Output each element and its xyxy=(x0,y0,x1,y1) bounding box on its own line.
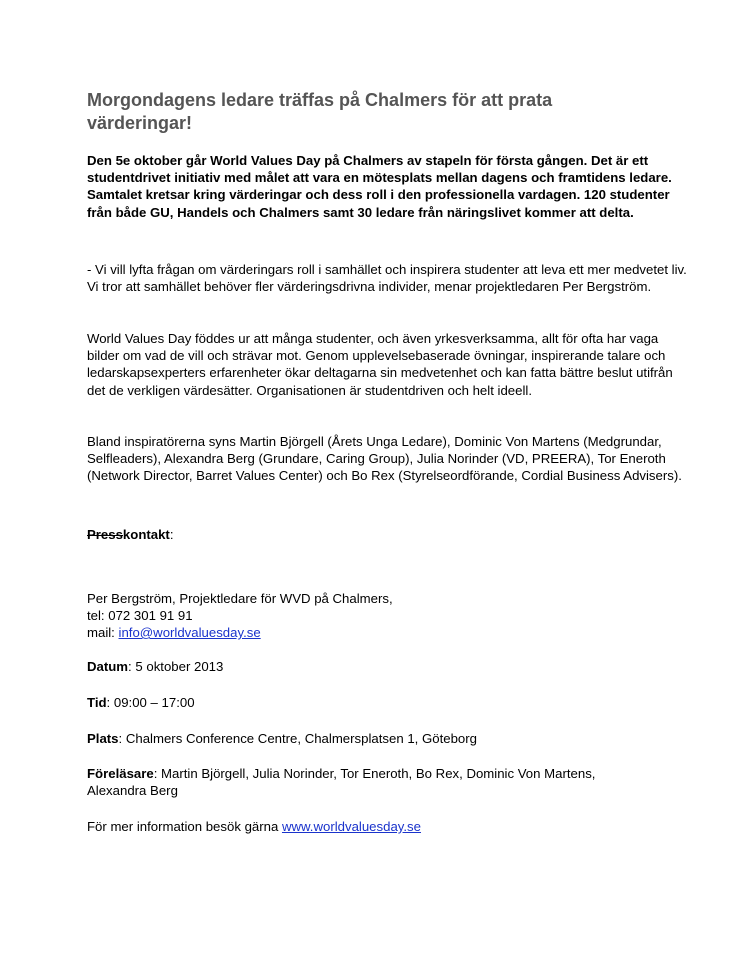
place-label: Plats xyxy=(87,731,119,746)
place-value: : Chalmers Conference Centre, Chalmersplatsen 1, Göteborg xyxy=(118,731,477,746)
footer-info xyxy=(87,818,421,835)
contact-phone: tel: 072 301 91 91 xyxy=(87,608,193,623)
speakers-label: Föreläsare xyxy=(87,766,154,781)
contact-mail xyxy=(87,624,261,641)
speakers-row xyxy=(87,765,595,782)
body-paragraph: - Vi vill lyfta frågan om värderingars roll i samhället och inspirera studenter att leva ett mer medvetet liv. Vi tror att samhället behöver fler värderingsdrivna individer, menar projektledaren Per Bergström. xyxy=(87,262,687,295)
footer-text: För mer information besök gärna xyxy=(87,819,282,834)
page-title: Morgondagens ledare träffas på Chalmers för att prata värderingar! xyxy=(87,90,553,133)
press-contact-heading xyxy=(87,526,174,543)
website-link[interactable]: www.worldvaluesday.se xyxy=(281,819,421,834)
date-label: Datum xyxy=(87,659,129,674)
place-row xyxy=(87,730,477,747)
time-row xyxy=(87,694,195,711)
contact-name: Per Bergström, Projektledare för WVD på Chalmers, xyxy=(87,591,393,606)
press-contact-label: Presskontakt xyxy=(87,527,170,542)
time-value: : 09:00 – 17:00 xyxy=(106,695,195,710)
time-label: Tid xyxy=(87,695,107,710)
body-paragraph: Bland inspiratörerna syns Martin Björgell (Årets Unga Ledare), Dominic Von Martens (Medgrundar, Selfleaders), Alexandra Berg (Grundare, Caring Group), Julia Norinder (VD, PREERA), Tor Eneroth (Network Director, Barret Values Center) och Bo Rex (Styrelseordförande, Cordial Business Advisers). xyxy=(87,434,682,484)
speakers-value: : Martin Björgell, Julia Norinder, Tor Eneroth, Bo Rex, Dominic Von Martens, xyxy=(153,766,596,781)
speakers-row-continued: Alexandra Berg xyxy=(87,783,178,798)
lead-paragraph: Den 5e oktober går World Values Day på Chalmers av stapeln för första gången. Det är ett studentdrivet initiativ med målet att vara en mötesplats mellan dagens och framtidens ledare. Samtalet kretsar kring värderingar och dess roll i den professionella vardagen. 120 studenter från både GU, Handels och Chalmers samt 30 ledare från näringslivet kommer att delta. xyxy=(87,153,672,220)
body-paragraph: World Values Day föddes ur att många studenter, och även yrkesverksamma, allt för ofta har vaga bilder om vad de vill och strävar mot. Genom upplevelsebaserade övningar, inspirerande talare och ledarskapsexperters erfarenheter ökar deltagarna sin medvetenhet och kan fatta bättre beslut utifrån det de verkligen värdesätter. Organisationen är studentdriven och helt ideell. xyxy=(87,331,673,398)
date-value: : 5 oktober 2013 xyxy=(128,659,224,674)
mail-prefix: mail: xyxy=(87,625,119,640)
date-row xyxy=(87,658,223,675)
email-link[interactable]: info@worldvaluesday.se xyxy=(118,625,261,640)
press-contact-colon: : xyxy=(169,527,174,542)
